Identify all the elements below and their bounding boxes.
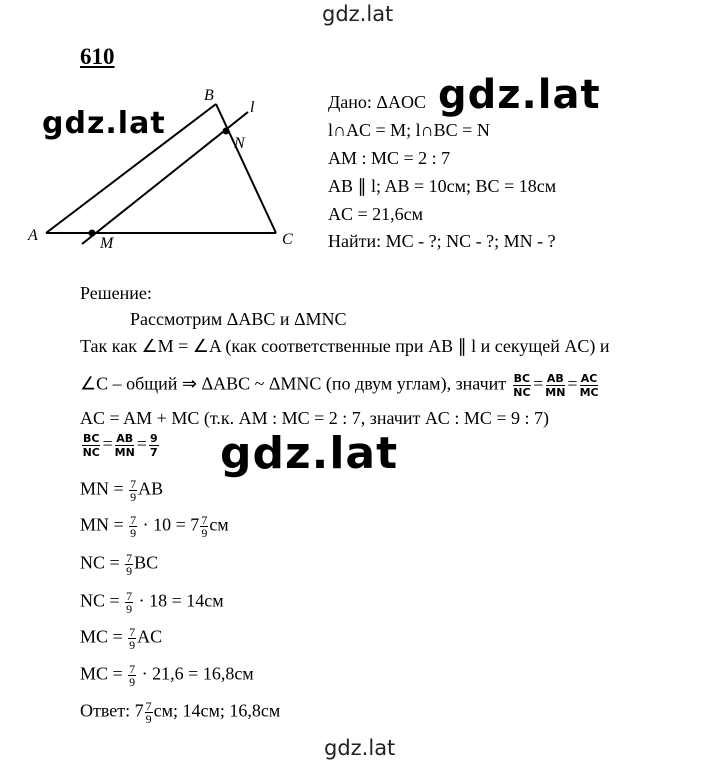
given-line-4: AC = 21,6см xyxy=(328,204,424,224)
watermark-right: gdz.lat xyxy=(438,72,601,118)
watermark-bottom: gdz.lat xyxy=(324,736,396,760)
solution-consider: Рассмотрим ΔABC и ΔMNC xyxy=(130,309,347,329)
ratio-bc-nc: $\frac{BC}{NC}$ xyxy=(513,372,531,399)
given-line-3: AB ∥ l; AB = 10см; BC = 18см xyxy=(328,176,557,196)
given-line-1: l∩AC = M; l∩BC = N xyxy=(328,120,490,140)
watermark-top: gdz.lat xyxy=(322,2,394,26)
label-n: N xyxy=(234,135,245,152)
step-5: MC = $\frac{7}{9}$ AC xyxy=(80,625,163,652)
problem-number: 610 xyxy=(80,44,115,69)
given-header: Дано: ΔAOC xyxy=(328,92,426,112)
label-b: B xyxy=(204,87,214,104)
solution-line-1: Так как ∠M = ∠A (как соответственные при AB ∥ l и секущей AC) и xyxy=(80,336,610,356)
watermark-left: gdz.lat xyxy=(42,106,166,141)
step-3: NC = $\frac{7}{9}$ BC xyxy=(80,551,159,578)
label-l: l xyxy=(250,99,255,116)
step-1: MN = $\frac{7}{9}$ AB xyxy=(80,477,164,504)
solution-heading: Решение: xyxy=(80,283,152,303)
side-bc xyxy=(216,104,276,233)
label-a: A xyxy=(28,227,38,244)
step-4: NC = $\frac{7}{9}$ · 18 = 14см xyxy=(80,589,224,616)
given-find: Найти: MC - ?; NC - ?; MN - ? xyxy=(328,231,556,251)
triangle-figure xyxy=(0,0,320,260)
watermark-center: gdz.lat xyxy=(220,428,399,479)
answer: Ответ: 7 $\frac{7}{9}$ см; 14см; 16,8см xyxy=(80,699,281,726)
given-line-2: AM : MC = 2 : 7 xyxy=(328,148,451,168)
solution-ratio-2: $\frac{BC}{NC}$ = $\frac{AB}{MN}$ = $\frac{9}{7}$ xyxy=(82,432,158,459)
label-m: M xyxy=(100,235,114,252)
step-6: MC = $\frac{7}{9}$ · 21,6 = 16,8см xyxy=(80,662,254,689)
point-m xyxy=(89,230,96,237)
side-ab xyxy=(46,104,216,233)
label-c: C xyxy=(282,231,293,248)
ratio-ab-mn: $\frac{AB}{MN}$ xyxy=(545,372,566,399)
step-2: MN = $\frac{7}{9}$ · 10 = 7 $\frac{7}{9}$ см xyxy=(80,513,229,540)
ratio-ac-mc: $\frac{AC}{MC}$ xyxy=(579,372,599,399)
solution-line-3: AC = AM + MC (т.к. AM : MC = 2 : 7, значит AC : MC = 9 : 7) xyxy=(80,408,549,428)
point-n xyxy=(223,128,230,135)
solution-line-2: ∠C – общий ⇒ ΔABC ~ ΔMNC (по двум углам), значит $\frac{BC}{NC}$ = $\frac{AB}{MN}$ = $\frac{AC}{MC}$ xyxy=(80,372,599,399)
